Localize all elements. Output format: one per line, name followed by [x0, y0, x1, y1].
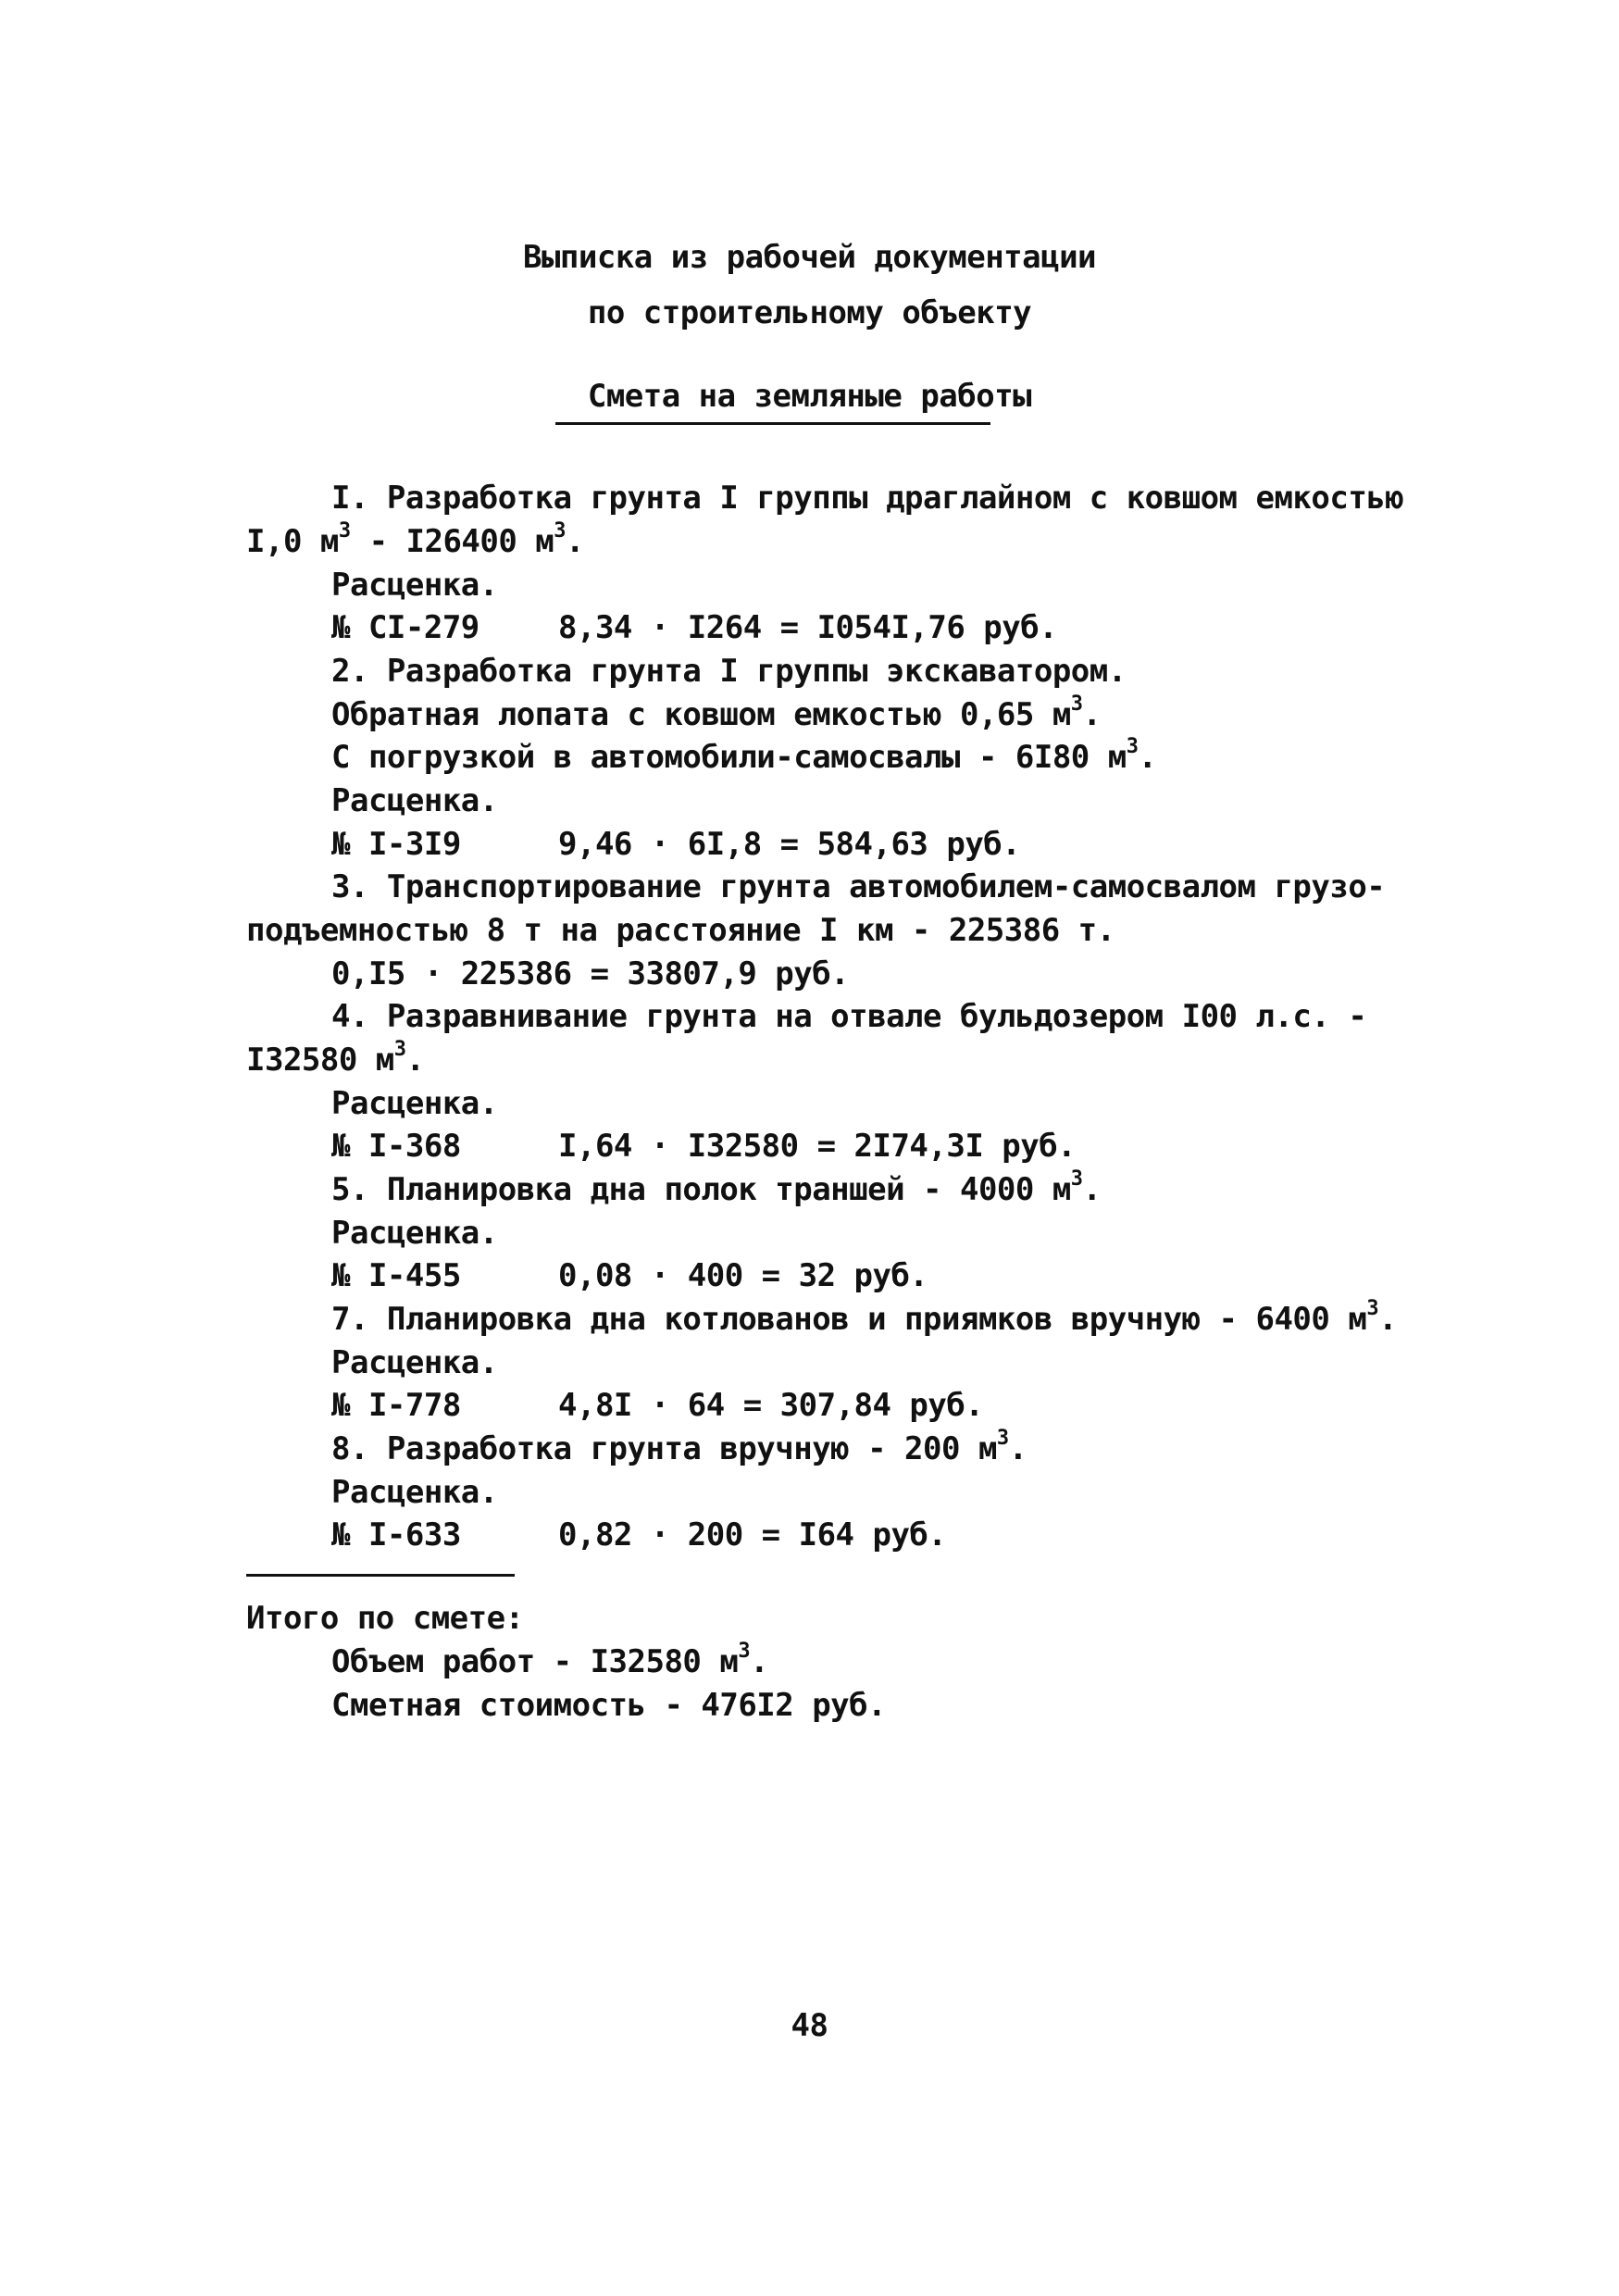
item-4-line-1: 4. Разравнивание грунта на отвале бульдозером I00 л.с. - — [331, 998, 1367, 1035]
item-4-rate-row — [331, 1128, 1076, 1165]
item-7-line-1: 7. Планировка дна котлованов и приямков вручную - 6400 $м^3$. — [331, 1296, 1398, 1338]
item-1-line-1: I. Разработка грунта I группы драглайном с ковшом емкостью — [331, 480, 1404, 517]
item-4-rate-label: Расценка. — [331, 1085, 498, 1122]
item-4-line-2: I32580 $м^3$. — [246, 1037, 425, 1079]
header-line-1: Выписка из рабочей документации — [522, 239, 1097, 276]
item-3-line-1: 3. Транспортирование грунта автомобилем-самосвалом грузо- — [331, 868, 1386, 905]
document-title: Смета на земляные работы — [587, 378, 1032, 415]
item-2-line-3: С погрузкой в автомобили-самосвалы - 6I80 $м^3$. — [331, 734, 1157, 776]
totals-label: Итого по смете: — [246, 1600, 524, 1637]
item-8-rate-label: Расценка. — [331, 1474, 498, 1511]
item-5-line-1: 5. Планировка дна полок траншей - 4000 $м^3$. — [331, 1167, 1102, 1208]
rate-code: № I-368 — [331, 1128, 461, 1165]
item-2-line-1: 2. Разработка грунта I группы экскаватором. — [331, 653, 1127, 690]
page-number: 48 — [791, 2007, 828, 2044]
rate-calc: 8,34 · I264 = I054I,76 руб. — [558, 609, 1058, 646]
rate-calc: 4,8I · 64 = 307,84 руб. — [558, 1387, 984, 1424]
item-8-rate-row — [331, 1516, 946, 1554]
item-3-calc: 0,I5 · 225386 = 33807,9 руб. — [331, 955, 850, 992]
rate-calc: 9,46 · 6I,8 = 584,63 руб. — [558, 826, 1021, 863]
rate-code: № I-455 — [331, 1257, 461, 1294]
header-line-2: по строительному объекту — [587, 294, 1032, 331]
rate-calc: 0,08 · 400 = 32 руб. — [558, 1257, 928, 1294]
rate-code: № I-633 — [331, 1516, 461, 1554]
item-5-rate-label: Расценка. — [331, 1215, 498, 1252]
title-underline — [555, 422, 990, 425]
item-5-rate-row — [331, 1257, 928, 1294]
rate-code: № CI-279 — [331, 609, 479, 646]
item-3-line-2: подъемностью 8 т на расстояние I км - 225386 т. — [246, 912, 1115, 949]
item-1-rate-row — [331, 609, 1057, 646]
item-1-rate-label: Расценка. — [331, 567, 498, 604]
item-7-rate-label: Расценка. — [331, 1344, 498, 1381]
totals-cost: Сметная стоимость - 476I2 руб. — [331, 1687, 887, 1724]
item-2-rate-label: Расценка. — [331, 782, 498, 819]
rate-code: № I-3I9 — [331, 826, 461, 863]
item-1-line-2: I,0 $м^3 - I26400$ $м^3$. — [246, 518, 585, 560]
rate-calc: 0,82 · 200 = I64 руб. — [558, 1516, 947, 1554]
item-2-rate-row — [331, 826, 1020, 863]
item-8-line-1: 8. Разработка грунта вручную - 200 $м^3$. — [331, 1426, 1027, 1467]
rate-code: № I-778 — [331, 1387, 461, 1424]
totals-volume: Объем работ - I32580 $м^3$. — [331, 1639, 769, 1680]
item-2-line-2: Обратная лопата с ковшом емкостью 0,65 $м^3$. — [331, 692, 1102, 733]
totals-divider — [246, 1574, 515, 1577]
rate-calc: I,64 · I32580 = 2I74,3I руб. — [558, 1128, 1077, 1165]
item-7-rate-row — [331, 1387, 983, 1424]
